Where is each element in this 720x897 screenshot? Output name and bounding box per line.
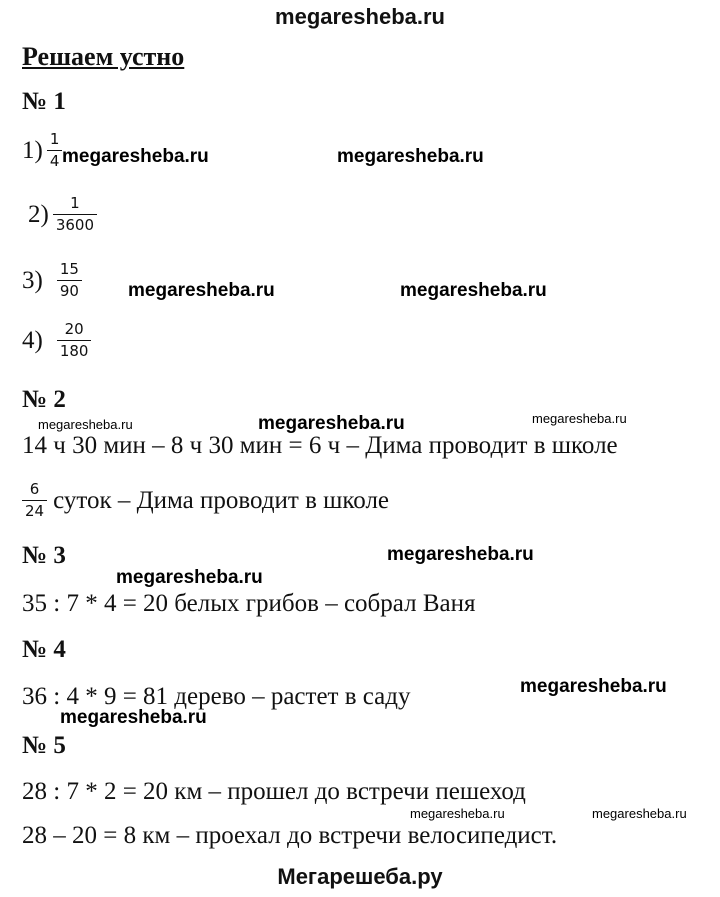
watermark: megaresheba.ru: [400, 280, 547, 301]
watermark: megaresheba.ru: [532, 411, 627, 426]
watermark: megaresheba.ru: [128, 280, 275, 301]
numerator: 6: [29, 480, 40, 498]
item-label: 2): [28, 200, 49, 228]
section-heading-2: № 2: [22, 386, 66, 413]
denominator: 90: [57, 280, 82, 299]
fraction: [47, 132, 63, 169]
answer-item-1: [22, 132, 62, 169]
numerator: 20: [64, 320, 84, 338]
solution-line: 28 – 20 = 8 км – проехал до встречи велосипедист.: [22, 822, 558, 849]
watermark: megaresheba.ru: [116, 567, 263, 588]
fraction: [53, 196, 97, 233]
numerator: 15: [59, 260, 79, 278]
numerator: 1: [70, 194, 80, 212]
item-label: 3): [22, 266, 43, 294]
solution-line-fraction: [22, 482, 389, 519]
watermark: megaresheba.ru: [520, 676, 667, 697]
section-heading-1: № 1: [22, 88, 66, 115]
fraction: [57, 322, 92, 359]
denominator: 180: [57, 340, 92, 359]
watermark: megaresheba.ru: [60, 707, 207, 728]
watermark: megaresheba.ru: [62, 146, 209, 167]
fraction: [57, 262, 82, 299]
item-label: 1): [22, 136, 43, 164]
answer-item-2: [28, 196, 97, 233]
section-heading-3: № 3: [22, 542, 66, 569]
site-footer: Мегарешеба.ру: [277, 864, 443, 889]
answer-item-4: [22, 322, 91, 359]
section-heading-5: № 5: [22, 732, 66, 759]
item-label: 4): [22, 326, 43, 354]
solution-text: суток – Дима проводит в школе: [53, 486, 390, 514]
numerator: 1: [49, 130, 60, 148]
watermark: megaresheba.ru: [387, 544, 534, 565]
denominator: 3600: [53, 214, 97, 233]
solution-line: 14 ч 30 мин – 8 ч 30 мин = 6 ч – Дима проводит в школе: [22, 432, 618, 459]
fraction: [22, 482, 47, 519]
denominator: 24: [22, 500, 47, 519]
solution-line: 36 : 4 * 9 = 81 дерево – растет в саду: [22, 683, 411, 710]
watermark: megaresheba.ru: [592, 806, 687, 821]
page-title: Решаем устно: [22, 42, 185, 71]
section-heading-4: № 4: [22, 636, 66, 663]
solution-line: 28 : 7 * 2 = 20 км – прошел до встречи пешеход: [22, 778, 526, 805]
watermark: megaresheba.ru: [410, 806, 505, 821]
denominator: 4: [47, 150, 63, 169]
watermark: megaresheba.ru: [258, 413, 405, 434]
answer-item-3: [22, 262, 82, 299]
watermark: megaresheba.ru: [337, 146, 484, 167]
watermark: megaresheba.ru: [38, 417, 133, 432]
site-header: megaresheba.ru: [275, 4, 445, 29]
solution-line: 35 : 7 * 4 = 20 белых грибов – собрал Ваня: [22, 590, 476, 617]
